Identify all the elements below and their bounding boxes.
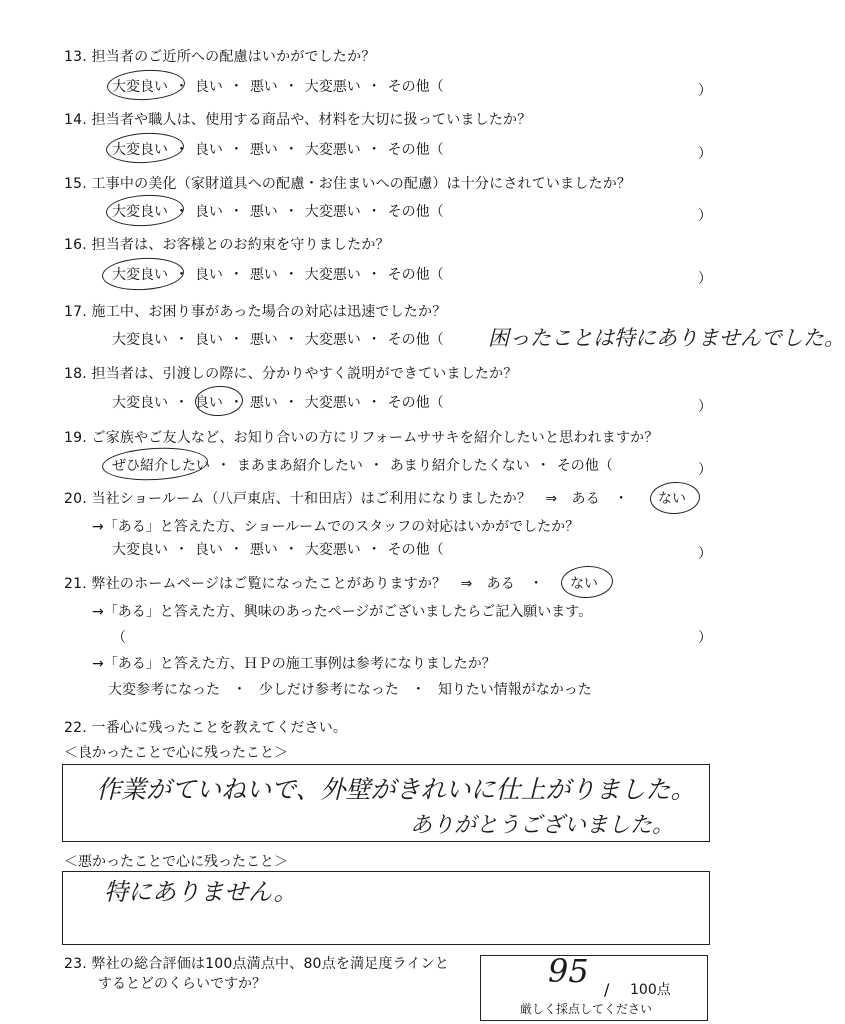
answer-circle xyxy=(106,68,185,102)
question-text: 弊社の総合評価は100点満点中、80点を満足度ラインと xyxy=(91,956,450,972)
option-good[interactable]: 良い xyxy=(194,267,223,283)
option-good[interactable]: 良い xyxy=(194,332,223,348)
answer-circle xyxy=(194,385,244,417)
question-number: 21. xyxy=(64,576,87,592)
option-definitely-recommend[interactable]: ぜひ紹介したい xyxy=(112,458,210,474)
followup-21-examples: →「ある」と答えた方、ＨＰの施工事例は参考になりましたか？ xyxy=(92,656,496,672)
option-good[interactable]: 良い xyxy=(194,204,223,220)
option-very-bad[interactable]: 大変悪い xyxy=(304,142,361,158)
question-number: 15. xyxy=(64,176,87,192)
question-13 xyxy=(64,48,376,66)
options-17: 大変良い ・ 良い ・ 悪い ・ 大変悪い ・ その他（ xyxy=(112,332,444,348)
answer-circle xyxy=(560,565,614,600)
question-text: 当社ショールーム（八戸東店、十和田店）はご利用になりましたか？ ⇒ ある ・ xyxy=(91,491,629,507)
question-text: ご家族やご友人など、お知り合いの方にリフォームササキを紹介したいと思われますか？ xyxy=(91,430,659,446)
options-18: 大変良い ・ 良い ・ 悪い ・ 大変悪い ・ その他（ xyxy=(112,395,444,411)
option-other[interactable]: その他（ xyxy=(387,395,444,411)
good-comment-text-1: 作業がていねいで、外壁がきれいに仕上がりました。 xyxy=(96,775,696,804)
answer-circle xyxy=(101,256,185,292)
answer-circle xyxy=(101,445,209,483)
options-19: ぜひ紹介したい ・ まあまあ紹介したい ・ あまり紹介したくない ・ その他（ xyxy=(112,458,613,474)
question-15 xyxy=(64,175,631,193)
bad-comment-label: ＜悪かったことで心に残ったこと＞ xyxy=(64,854,288,870)
question-19 xyxy=(64,429,659,447)
question-16 xyxy=(64,236,390,254)
option-very-bad[interactable]: 大変悪い xyxy=(304,332,361,348)
followup-20: →「ある」と答えた方、ショールームでのスタッフの対応はいかがでしたか？ xyxy=(92,519,580,535)
question-number: 20. xyxy=(64,491,87,507)
handwritten-answer-17: 困ったことは特にありませんでした。 xyxy=(488,326,845,350)
followup-21-pages: →「ある」と答えた方、興味のあったページがございましたらご記入願います。 xyxy=(92,604,593,620)
close-paren: ） xyxy=(698,208,712,224)
close-paren: ） xyxy=(698,630,712,646)
question-22 xyxy=(64,719,347,737)
option-very-good[interactable]: 大変良い xyxy=(112,79,168,95)
option-very-good[interactable]: 大変良い xyxy=(112,395,168,411)
close-paren: ） xyxy=(698,462,712,478)
close-paren: ） xyxy=(698,146,712,162)
option-other[interactable]: その他（ xyxy=(387,142,444,158)
option-other[interactable]: その他（ xyxy=(387,79,444,95)
close-paren: ） xyxy=(698,83,712,99)
question-20 xyxy=(64,490,628,508)
option-bad[interactable]: 悪い xyxy=(249,142,278,158)
option-bad[interactable]: 悪い xyxy=(249,332,278,348)
score-value: 95 xyxy=(548,952,589,990)
option-very-bad[interactable]: 大変悪い xyxy=(304,267,361,283)
option-no-info[interactable]: 知りたい情報がなかった xyxy=(437,682,592,698)
options-15: 大変良い ・ 良い ・ 悪い ・ 大変悪い ・ その他（ xyxy=(112,204,444,220)
option-no[interactable]: ない xyxy=(658,491,686,507)
score-slash: / xyxy=(604,980,610,999)
options-16: 大変良い ・ 良い ・ 悪い ・ 大変悪い ・ その他（ xyxy=(112,267,444,283)
question-18 xyxy=(64,365,518,383)
option-bad[interactable]: 悪い xyxy=(249,542,278,558)
answer-circle xyxy=(105,193,185,228)
question-text: 施工中、お困り事があった場合の対応は迅速でしたか？ xyxy=(91,304,447,320)
option-somewhat-recommend[interactable]: まあまあ紹介したい xyxy=(236,458,363,474)
option-very-good[interactable]: 大変良い xyxy=(112,142,168,158)
option-very-good[interactable]: 大変良い xyxy=(112,204,168,220)
close-paren: ） xyxy=(698,399,712,415)
score-note: 厳しく採点してください xyxy=(520,1002,653,1016)
option-slightly-helpful[interactable]: 少しだけ参考になった xyxy=(258,682,399,698)
option-other[interactable]: その他（ xyxy=(387,332,444,348)
option-very-bad[interactable]: 大変悪い xyxy=(304,542,361,558)
question-text: 担当者や職人は、使用する商品や、材料を大切に扱っていましたか？ xyxy=(91,112,532,128)
question-14 xyxy=(64,111,531,129)
option-very-bad[interactable]: 大変悪い xyxy=(304,395,361,411)
question-text: 弊社のホームページはご覧になったことがありますか？ ⇒ ある ・ xyxy=(91,576,544,592)
question-text: 担当者は、お客様とのお約束を守りましたか？ xyxy=(91,237,390,253)
question-text: 工事中の美化（家財道具への配慮・お住まいへの配慮）は十分にされていましたか？ xyxy=(91,176,632,192)
question-number: 18. xyxy=(64,366,87,382)
options-20: 大変良い ・ 良い ・ 悪い ・ 大変悪い ・ その他（ xyxy=(112,542,444,558)
score-max: 100点 xyxy=(630,982,671,998)
good-comment-label: ＜良かったことで心に残ったこと＞ xyxy=(64,745,288,761)
option-other[interactable]: その他（ xyxy=(387,204,444,220)
question-text: 一番心に残ったことを教えてください。 xyxy=(91,720,348,736)
option-very-good[interactable]: 大変良い xyxy=(112,267,168,283)
question-number: 22. xyxy=(64,720,87,736)
option-good[interactable]: 良い xyxy=(194,79,223,95)
question-23 xyxy=(64,955,449,973)
answer-circle xyxy=(649,481,701,516)
option-good[interactable]: 良い xyxy=(194,395,223,411)
option-good[interactable]: 良い xyxy=(194,142,223,158)
options-14: 大変良い ・ 良い ・ 悪い ・ 大変悪い ・ その他（ xyxy=(112,142,444,158)
question-number: 19. xyxy=(64,430,87,446)
option-bad[interactable]: 悪い xyxy=(249,395,278,411)
question-number: 13. xyxy=(64,49,87,65)
question-text: 担当者は、引渡しの際に、分かりやすく説明ができていましたか？ xyxy=(91,366,518,382)
option-not-recommend[interactable]: あまり紹介したくない xyxy=(389,458,530,474)
options-13: 大変良い ・ 良い ・ 悪い ・ 大変悪い ・ その他（ xyxy=(112,79,444,95)
question-17 xyxy=(64,303,446,321)
question-text: 担当者のご近所への配慮はいかがでしたか？ xyxy=(91,49,376,65)
question-23-line2: するとどのくらいですか？ xyxy=(98,976,266,992)
question-number: 17. xyxy=(64,304,87,320)
answer-circle xyxy=(105,131,184,165)
option-other[interactable]: その他（ xyxy=(387,542,444,558)
option-very-bad[interactable]: 大変悪い xyxy=(304,79,361,95)
option-good[interactable]: 良い xyxy=(194,542,223,558)
option-very-good[interactable]: 大変良い xyxy=(112,332,168,348)
open-paren: （ xyxy=(112,630,126,646)
option-bad[interactable]: 悪い xyxy=(249,267,278,283)
close-paren: ） xyxy=(698,546,712,562)
question-21 xyxy=(64,575,543,593)
option-other[interactable]: その他（ xyxy=(387,267,444,283)
good-comment-text-2: ありがとうございました。 xyxy=(410,813,675,838)
option-no[interactable]: ない xyxy=(570,576,598,592)
option-very-good[interactable]: 大変良い xyxy=(112,542,168,558)
close-paren: ） xyxy=(698,271,712,287)
bad-comment-text: 特にありません。 xyxy=(104,878,298,906)
question-number: 23. xyxy=(64,956,87,972)
option-other[interactable]: その他（ xyxy=(556,458,613,474)
option-bad[interactable]: 悪い xyxy=(249,79,278,95)
option-very-bad[interactable]: 大変悪い xyxy=(304,204,361,220)
question-number: 14. xyxy=(64,112,87,128)
option-very-helpful[interactable]: 大変参考になった xyxy=(108,682,220,698)
question-number: 16. xyxy=(64,237,87,253)
options-21: 大変参考になった ・ 少しだけ参考になった ・ 知りたい情報がなかった xyxy=(108,682,592,698)
option-bad[interactable]: 悪い xyxy=(249,204,278,220)
